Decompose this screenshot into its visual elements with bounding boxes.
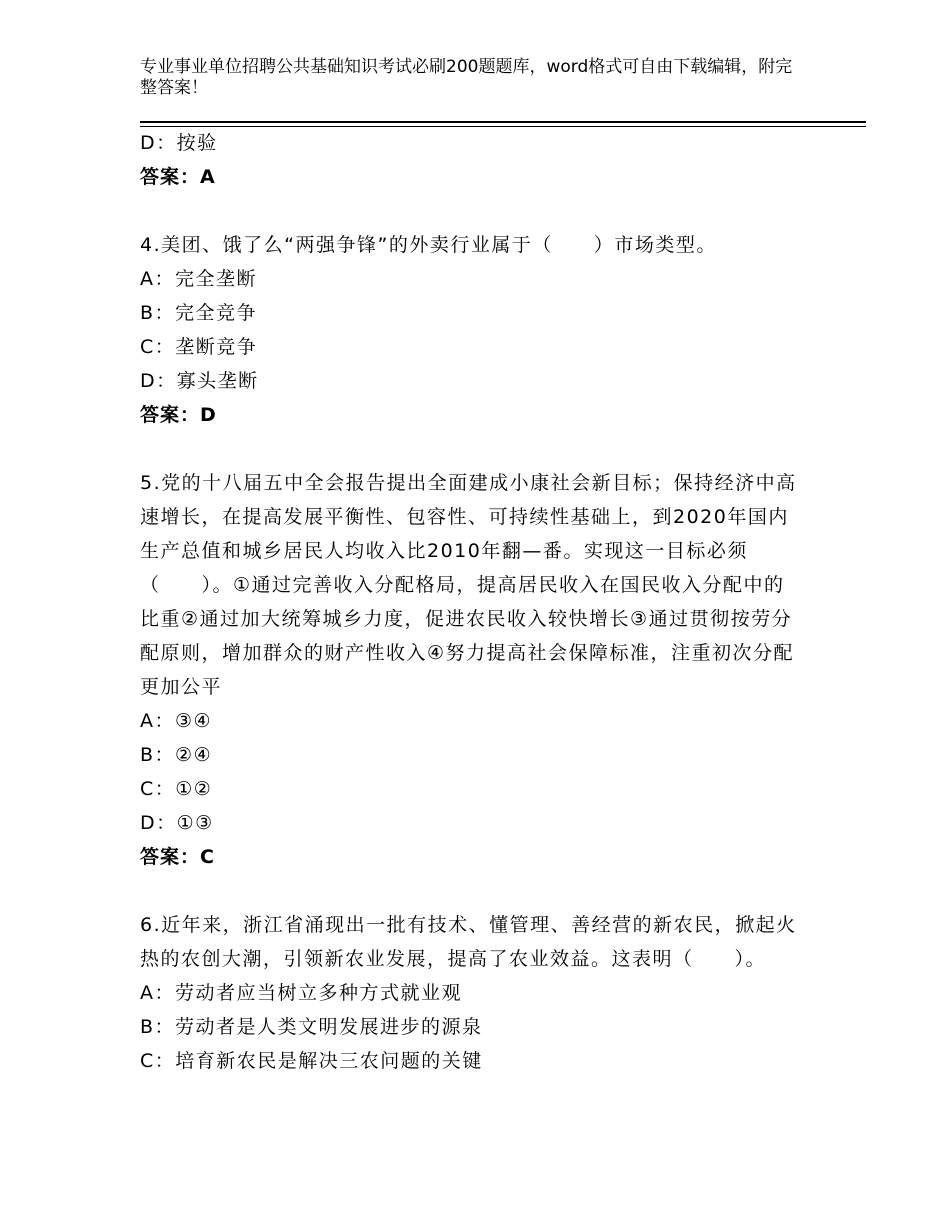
question-6 [140, 908, 820, 1078]
question-stem: 6.近年来，浙江省涌现出一批有技术、懂管理、善经营的新农民，掀起火热的农创大潮，引领新农业发展，提高了农业效益。这表明（ ）。 [140, 914, 797, 970]
option-b: B：完全竞争 [140, 302, 258, 324]
page-header: 专业事业单位招聘公共基础知识考试必刷200题题库，word格式可自由下载编辑，附完整答案！ [140, 57, 793, 98]
question-4 [140, 228, 820, 432]
option-d: D：寡头垄断 [140, 370, 259, 392]
option-a: A：③④ [140, 710, 213, 732]
answer: 答案：D [140, 404, 217, 426]
question-stem: 5.党的十八届五中全会报告提出全面建成小康社会新目标；保持经济中高速增长，在提高发展平衡性、包容性、可持续性基础上，到2020年国内生产总值和城乡居民人均收入比2010年翻—番。实现这一目标必须（ ）。①通过完善收入分配格局，提高居民收入在国民收入分配中的比重②通过加大统筹城乡力度，促进农民收入较快增长③通过贯彻按劳分配原则，增加群众的财产性收入④努力提高社会保障标准，注重初次分配更加公平 [140, 472, 797, 698]
option-d: D：按验 [140, 132, 218, 154]
option-c: C：培育新农民是解决三农问题的关键 [140, 1050, 483, 1072]
option-b: B：②④ [140, 744, 213, 766]
question-5 [140, 466, 820, 874]
option-c: C：①② [140, 778, 213, 800]
question-content [140, 126, 820, 1078]
option-b: B：劳动者是人类文明发展进步的源泉 [140, 1016, 483, 1038]
option-a: A：劳动者应当树立多种方式就业观 [140, 982, 462, 1004]
answer: 答案：C [140, 846, 215, 868]
option-c: C：垄断竞争 [140, 336, 258, 358]
option-a: A：完全垄断 [140, 268, 257, 290]
option-d: D：①③ [140, 812, 214, 834]
question-stem: 4.美团、饿了么“两强争锋”的外卖行业属于（ ）市场类型。 [140, 234, 717, 256]
answer: 答案：A [140, 166, 216, 188]
header-divider-thick [140, 121, 866, 123]
